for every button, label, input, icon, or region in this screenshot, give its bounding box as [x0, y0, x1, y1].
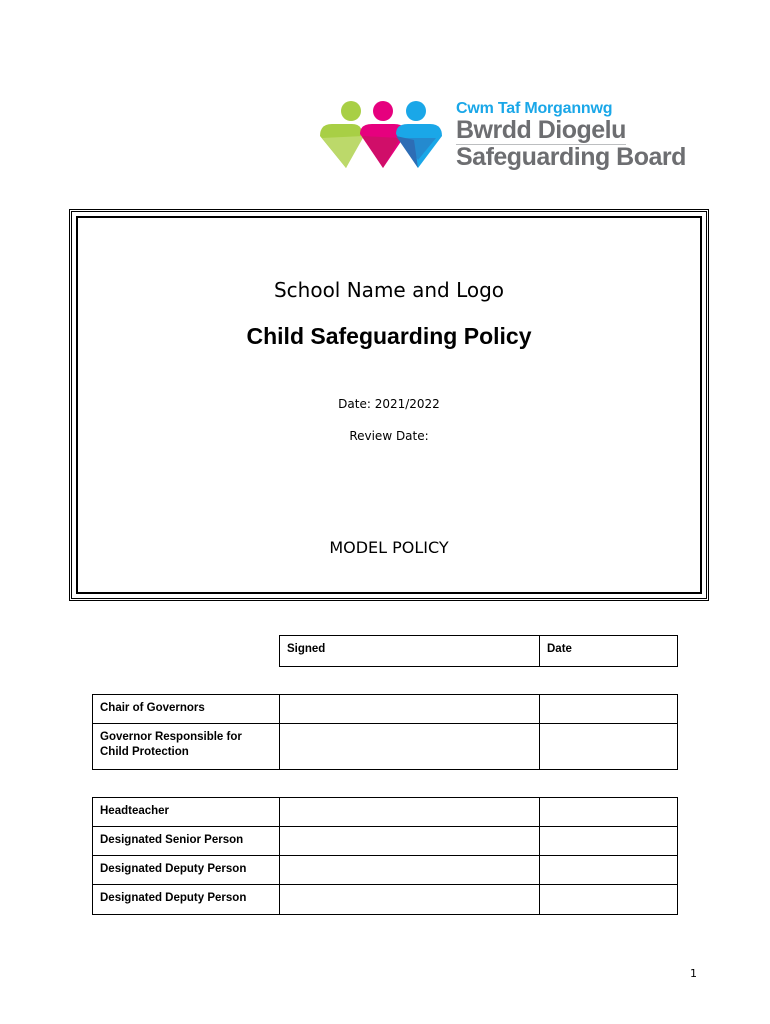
signature-header-table [279, 635, 678, 667]
staff-signature-table [92, 797, 678, 915]
signature-cell[interactable] [280, 695, 540, 724]
cover-box-inner [76, 216, 702, 594]
cover-box [69, 209, 709, 601]
date-cell[interactable] [540, 798, 678, 827]
page-number: 1 [690, 967, 697, 980]
date-header: Date [540, 636, 678, 667]
logo-line-3: Safeguarding Board [456, 143, 686, 171]
logo-line-2: Bwrdd Diogelu [456, 116, 626, 144]
model-policy-label: MODEL POLICY [329, 538, 449, 557]
role-label: Designated Senior Person [93, 827, 280, 856]
school-name-placeholder: School Name and Logo [273, 278, 505, 302]
policy-date: Date: 2021/2022 [338, 397, 440, 411]
logo-line-1: Cwm Taf Morgannwg [456, 100, 613, 117]
people-figures-icon [318, 98, 453, 174]
date-cell[interactable] [540, 695, 678, 724]
date-cell[interactable] [540, 885, 678, 915]
date-cell[interactable] [540, 827, 678, 856]
signature-cell[interactable] [280, 724, 540, 770]
signature-cell[interactable] [280, 885, 540, 915]
role-label: Governor Responsible for Child Protection [93, 724, 280, 770]
signed-header: Signed [280, 636, 540, 667]
signature-cell[interactable] [280, 856, 540, 885]
role-label: Headteacher [93, 798, 280, 827]
policy-title: Child Safeguarding Policy [246, 323, 532, 349]
signature-cell[interactable] [280, 798, 540, 827]
governors-signature-table [92, 694, 678, 770]
signature-cell[interactable] [280, 827, 540, 856]
role-label: Designated Deputy Person [93, 885, 280, 915]
role-label: Designated Deputy Person [93, 856, 280, 885]
date-cell[interactable] [540, 724, 678, 770]
review-date: Review Date: [349, 429, 429, 443]
safeguarding-board-logo [318, 98, 698, 174]
date-cell[interactable] [540, 856, 678, 885]
role-label: Chair of Governors [93, 695, 280, 724]
